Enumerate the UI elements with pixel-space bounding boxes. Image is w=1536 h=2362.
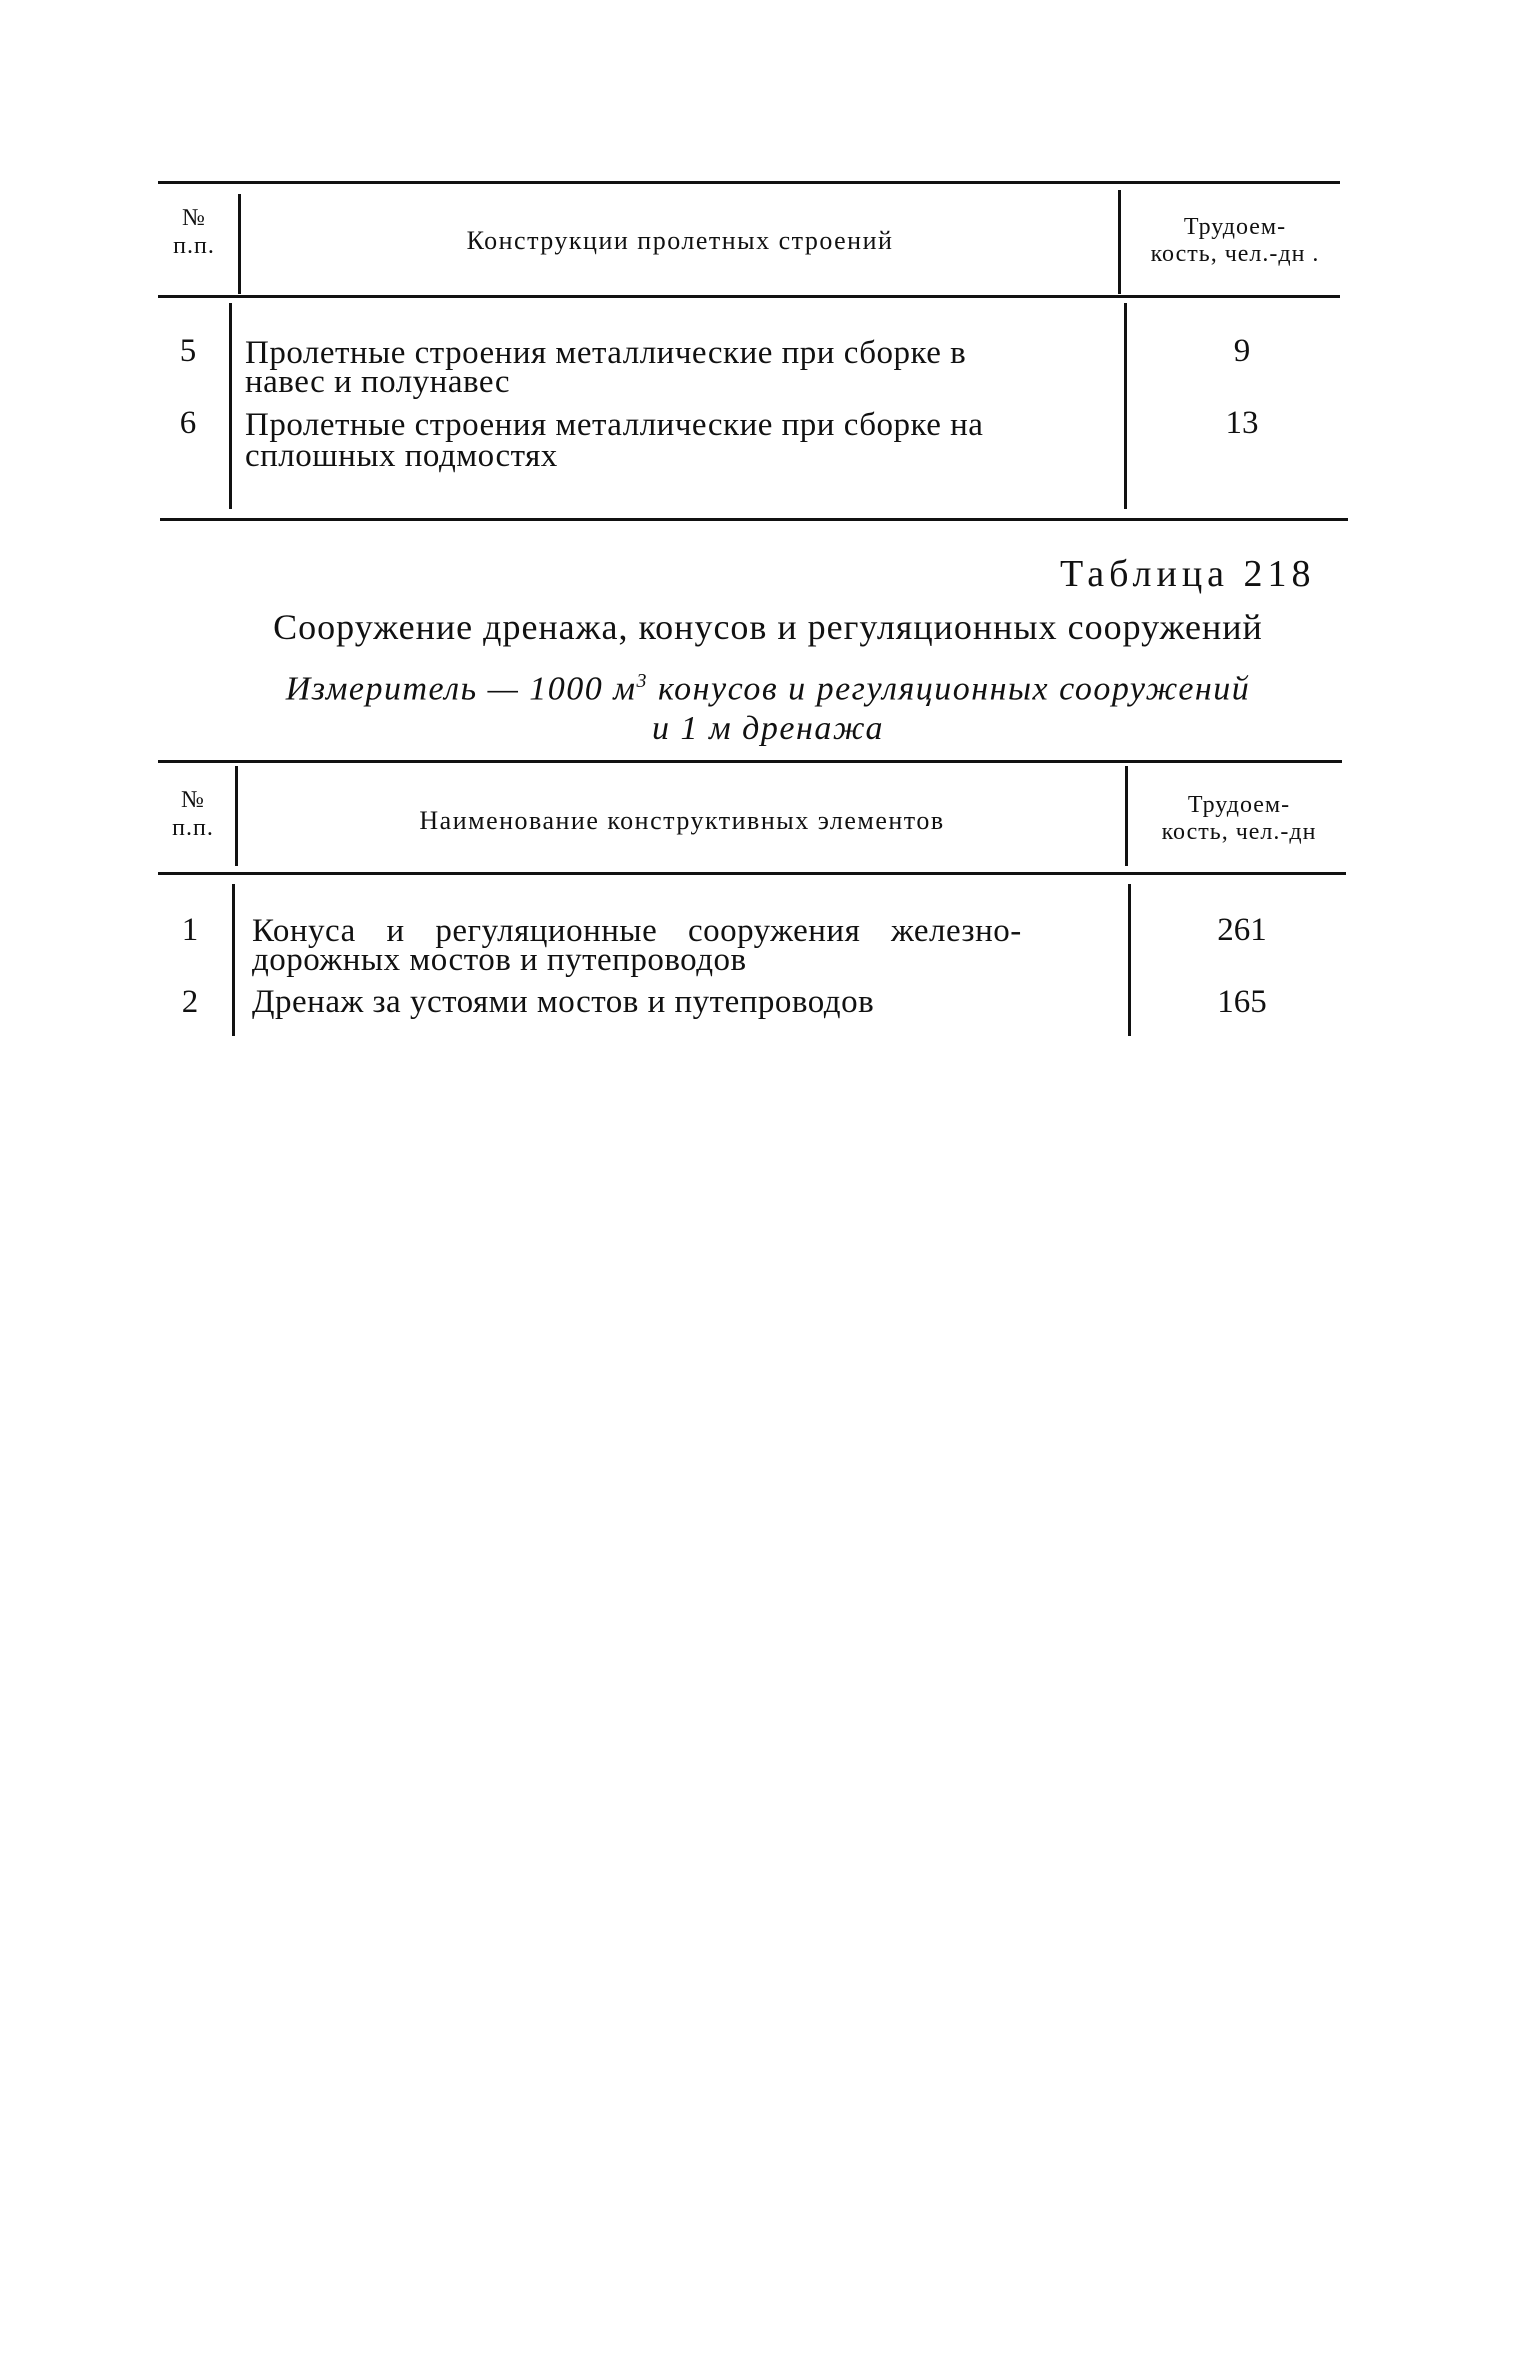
- row-number: 2: [181, 984, 199, 1020]
- row-value: 13: [1225, 405, 1259, 441]
- table-measure: Измеритель — 1000 $м^3$ конусов и регуляционных сооружений и 1 м дренажа: [285, 670, 1251, 748]
- row-value: 9: [1233, 333, 1251, 369]
- row-text: Конуса и регуляционные сооружения железно- дорожных мостов и путепроводов: [252, 913, 1022, 978]
- row-number: 6: [179, 405, 197, 441]
- row-number: 5: [179, 333, 197, 369]
- top-rule: [158, 760, 1342, 763]
- bottom-rule: [160, 518, 1348, 521]
- table-title: Сооружение дренажа, конусов и регуляционных сооружений: [273, 607, 1263, 647]
- top-rule: [158, 181, 1340, 184]
- row-number: 1: [181, 912, 199, 948]
- body-divider: [229, 303, 232, 509]
- header-number: № п.п.: [172, 787, 214, 841]
- table-caption: Таблица 218: [1060, 553, 1316, 595]
- header-rule: [158, 872, 1346, 875]
- row-value: 261: [1217, 912, 1267, 948]
- row-value: 165: [1217, 984, 1267, 1020]
- row-text: Дренаж за устоями мостов и путепроводов: [252, 984, 875, 1020]
- header-name: Наименование конструктивных элементов: [419, 806, 945, 835]
- body-divider: [1124, 303, 1127, 509]
- header-rule: [158, 295, 1340, 298]
- header-name: Конструкции пролетных строений: [466, 226, 894, 255]
- row-text: Пролетные строения металлические при сборке в навес и полунавес: [245, 335, 967, 400]
- header-labor: Трудоем- кость, чел.-дн .: [1150, 214, 1320, 267]
- body-divider: [232, 884, 235, 1036]
- header-number: № п.п.: [173, 205, 215, 259]
- header-labor: Трудоем- кость, чел.-дн: [1161, 792, 1317, 845]
- body-divider: [1128, 884, 1131, 1036]
- row-text: Пролетные строения металлические при сборке на сплошных подмостях: [245, 407, 984, 474]
- header-divider: [238, 194, 241, 294]
